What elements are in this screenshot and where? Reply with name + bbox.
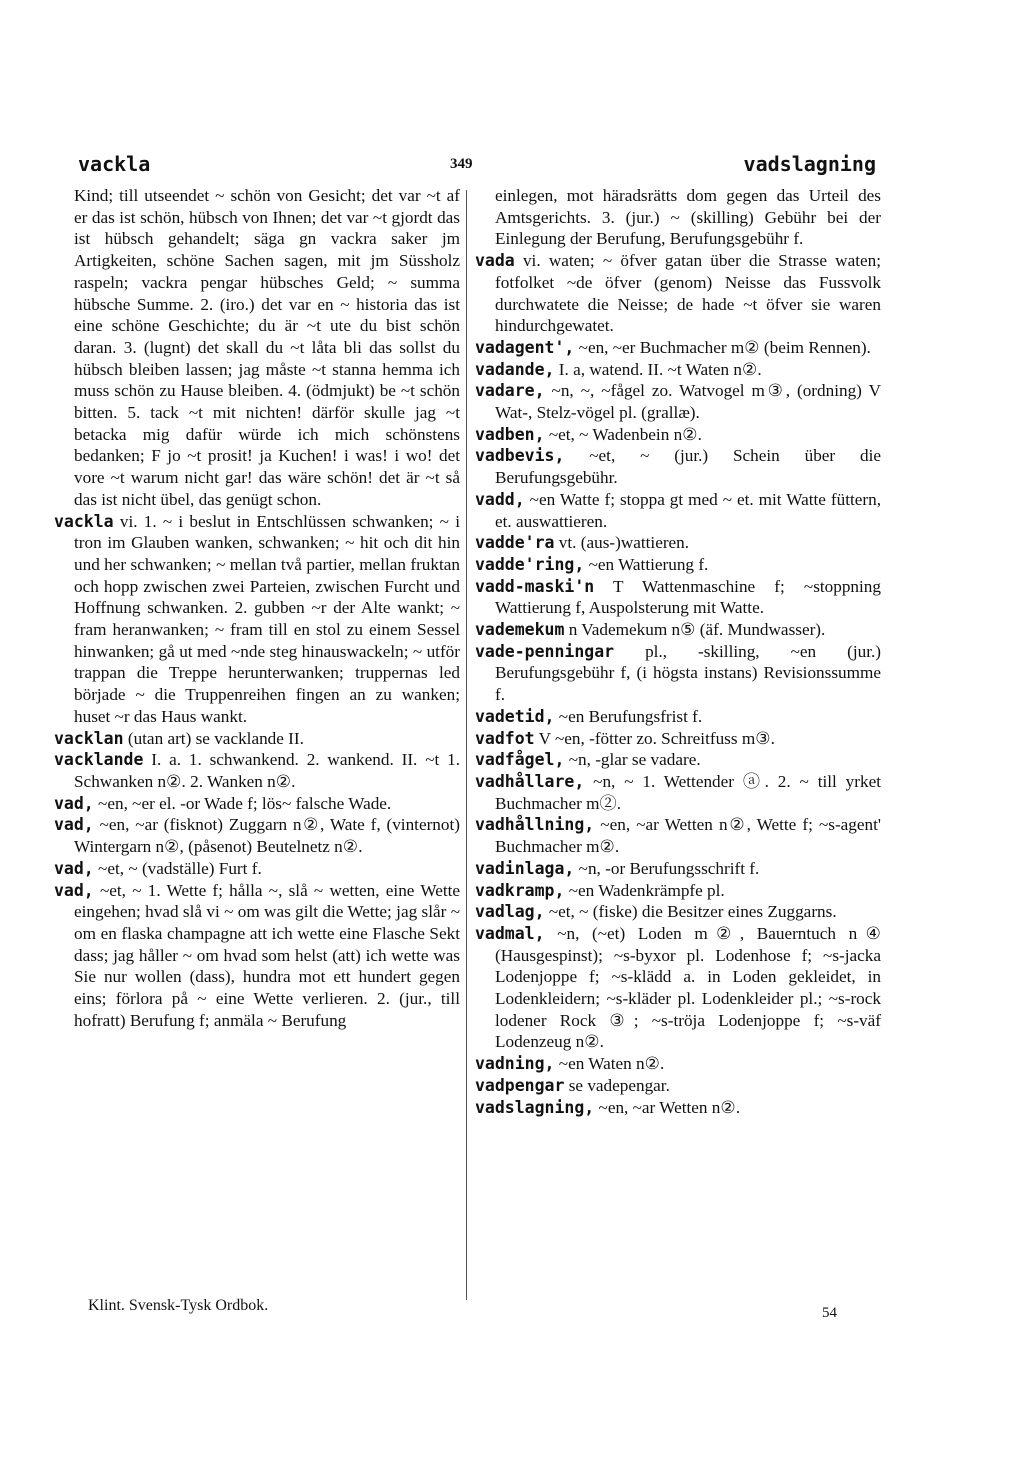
entry-definition: I. a, watend. II. ~t Waten n②. [554, 359, 762, 379]
entry-definition: ~et, ~ Wadenbein n②. [544, 424, 702, 444]
page-header [78, 152, 876, 182]
entry-definition: ~et, ~ 1. Wette f; hålla ~, slå ~ wetten, eine Wette eingehen; hvad slå vi ~ om was gilt die Wette; jag slår ~ om en flaska champagne att ich wette eine Flasche Sekt dass; jag håller ~ om hvad som helst (att) ich wette was Sie nur wollen (dass), hundra mot ett hundert gegen eins; förlora på ~ eine Wette verlieren. 2. (jur., till hofratt) Berufung f; anmäla ~ Berufung [74, 880, 460, 1030]
entry-headword: vadkramp, [475, 880, 565, 900]
entry-headword: vadben, [475, 424, 545, 444]
entry-definition: vi. waten; ~ öfver gatan über die Strasse waten; fotfolket ~de öfver (genom) Neisse das Fussvolk durchwatete die Neisse; de hade ~t öfver sie waren hindurchgewatet. [495, 251, 881, 336]
dictionary-entry [475, 337, 881, 359]
dictionary-entry [475, 554, 881, 576]
entry-headword: vad, [54, 793, 94, 813]
entry-headword: vadinlaga, [475, 858, 575, 878]
dictionary-entry [54, 858, 460, 880]
entry-definition: ~n, (~et) Loden m②, Bauerntuch n④ (Hausgespinst); ~s-byxor pl. Lodenhose f; ~s-jacka Lodenjoppe f; ~s-klädd a. in Loden gekleidet, in Lodenkleidern; ~s-kläder pl. Lodenkleider pl.; ~s-rock lodener Rock ③; ~s-tröja Lodenjoppe f; ~s-väf Lodenzeug n②. [495, 923, 881, 1052]
entry-headword: vadde'ra [475, 533, 555, 553]
entry-definition: ~en Wadenkrämpfe pl. [564, 880, 725, 900]
entry-headword: vacklande [54, 750, 144, 770]
entry-definition: pl., -skilling, ~en (jur.) Berufungsgebühr f, (i högsta instans) Revisionssumme f. [495, 641, 881, 705]
dictionary-entry [54, 749, 460, 792]
header-right-guideword: vadslagning [743, 152, 876, 176]
entry-headword: vad, [54, 815, 94, 835]
entry-headword: vadlag, [475, 902, 545, 922]
dictionary-entry [475, 858, 881, 880]
entry-headword: vackla [54, 511, 114, 531]
entry-definition: ~en Wattierung f. [584, 554, 709, 574]
dictionary-entry [475, 1075, 881, 1097]
entry-definition: ~n, -or Berufungsschrift f. [574, 858, 760, 878]
entry-headword: vadmal, [475, 923, 545, 943]
entry-headword: vadning, [475, 1054, 555, 1074]
entry-headword: vademekum [475, 620, 565, 640]
entry-definition: se vadepengar. [564, 1075, 670, 1095]
entry-headword: vadhållning, [475, 815, 595, 835]
signature-mark: 54 [822, 1305, 837, 1321]
dictionary-entry [475, 445, 881, 488]
entry-definition: ~en Watte f; stoppa gt med ~ et. mit Watte füttern, et. auswattieren. [495, 489, 881, 531]
entry-headword: vade-penningar [475, 641, 615, 661]
entry-definition: ~en, ~er Buchmacher m② (beim Rennen). [574, 337, 871, 357]
dictionary-entry [475, 532, 881, 554]
right-column [475, 185, 881, 1118]
entry-definition: ~n, ~, ~fågel zo. Watvogel m③, (ordning) V Wat-, Stelz-vögel pl. (grallæ). [495, 381, 881, 423]
dictionary-entry [54, 814, 460, 857]
entry-headword: vadhållare, [475, 771, 585, 791]
entry-definition: einlegen, mot häradsrätts dom gegen das Urteil des Amtsgerichts. 3. (jur.) ~ (skilling) Gebühr bei der Einlegung der Berufung, Berufungsgebühr f. [495, 186, 881, 249]
entry-definition: n Vademekum n⑤ (äf. Mundwasser). [564, 620, 826, 640]
dictionary-entry [475, 771, 881, 814]
entry-definition: ~et, ~ (fiske) die Besitzer eines Zuggarns. [544, 902, 837, 922]
entry-headword: vadande, [475, 359, 555, 379]
entry-definition: Kind; till utseendet ~ schön von Gesicht; det var ~t af er das ist schön, hübsch von Ihnen; det var ~t gjordt das ist hübsch gehandelt; säga gn vackra saker jm Artigkeiten, schöne Sachen sagen, mit jm Süssholz raspeln; vackra pengar hübsches Geld; ~ summa hübsche Summe. 2. (iro.) det var en ~ historia das ist eine schöne Geschichte; du är ~t ute du bist schön daran. 3. (lugnt) det skall du ~t låta bli das sollst du hübsch bleiben lassen; jag måste ~t stanna hemma ich muss schön zu Hause bleiben. 4. (ödmjukt) be ~t schön bitten. 5. tack ~t mit nichten! därför skulle jag ~t betacka mig dafür würde ich mich schönstens bedanken; F jo ~t prosit! ja Kuchen! i was! i wo! det vore ~t warum nicht gar! das wäre schön! det är ~t så das ist nicht übel, das genügt schon. [74, 186, 460, 509]
entry-headword: vad, [54, 858, 94, 878]
dictionary-entry [54, 880, 460, 1032]
left-column [54, 185, 460, 1031]
entry-headword: vacklan [54, 728, 124, 748]
entry-definition: ~en, ~ar (fisknot) Zuggarn n②, Wate f, (vinternot) Wintergarn n②, (påsenot) Beutelnetz n②. [74, 815, 460, 857]
entry-definition: ~en, ~ar Wetten n②. [594, 1097, 741, 1117]
entry-headword: vadpengar [475, 1075, 565, 1095]
dictionary-entry [475, 880, 881, 902]
dictionary-entry [475, 1097, 881, 1119]
dictionary-entry [475, 814, 881, 857]
entry-headword: vadetid, [475, 706, 555, 726]
entry-headword: vadslagning, [475, 1097, 595, 1117]
dictionary-entry [475, 749, 881, 771]
dictionary-entry [475, 489, 881, 532]
entry-definition: V ~en, -fötter zo. Schreitfuss m③. [534, 728, 775, 748]
dictionary-entry [475, 359, 881, 381]
entry-definition: ~n, -glar se vadare. [564, 750, 701, 770]
header-left-guideword: vackla [78, 152, 151, 176]
dictionary-entry [54, 793, 460, 815]
dictionary-entry [54, 511, 460, 728]
dictionary-entry [475, 901, 881, 923]
entry-definition: T Wattenmaschine f; ~stoppning Wattierung f, Auspolsterung mit Watte. [495, 576, 881, 618]
dictionary-entry [475, 619, 881, 641]
dictionary-entry [54, 728, 460, 750]
entry-headword: vada [475, 251, 515, 271]
publisher-footer: Klint. Svensk-Tysk Ordbok. [88, 1297, 269, 1314]
entry-definition: ~en Waten n②. [554, 1054, 665, 1074]
dictionary-entry [475, 706, 881, 728]
entry-headword: vadagent', [475, 337, 575, 357]
entry-headword: vadfot [475, 728, 535, 748]
entry-definition: ~n, ~ 1. Wettender ⓐ. 2. ~ till yrket Buchmacher m②. [495, 771, 881, 813]
entry-definition: vi. 1. ~ i beslut in Entschlüssen schwanken; ~ i tron im Glauben wanken, schwanken; ~ hit och dit hin und her schwanken; ~ mellan två partier, mellan fruktan och hopp zwischen zwei Parteien, zwischen Furcht und Hoffnung schwanken. 2. gubben ~r der Alte wankt; ~ fram heranwanken; ~ fram till en stol zu einem Sessel hinwanken; gå ut med ~nde steg hinauswackeln; ~ utför trappan die Treppe herunterwanken; truppernas led började ~ die Truppenreihen fingen an zu wanken; huset ~r das Haus wankt. [74, 511, 460, 726]
entry-headword: vadbevis, [475, 446, 565, 466]
entry-definition: ~et, ~ (vadställe) Furt f. [93, 858, 262, 878]
dictionary-entry [475, 185, 881, 250]
entry-definition: ~et, ~ (jur.) Schein über die Berufungsgebühr. [495, 446, 881, 488]
dictionary-entry [475, 250, 881, 337]
entry-definition: ~en Berufungsfrist f. [554, 706, 703, 726]
entry-definition: ~en, ~ar Wetten n②, Wette f; ~s-agent' Buchmacher m②. [495, 815, 881, 857]
dictionary-entry [475, 641, 881, 706]
entry-headword: vadd, [475, 489, 525, 509]
entry-headword: vadfågel, [475, 750, 565, 770]
column-divider [466, 190, 467, 1300]
entry-definition: vt. (aus-)wattieren. [554, 533, 690, 553]
dictionary-entry [54, 185, 460, 511]
entry-definition: (utan art) se vacklande II. [123, 728, 304, 748]
entry-headword: vadd-maski'n [475, 576, 595, 596]
dictionary-entry [475, 1053, 881, 1075]
entry-headword: vadde'ring, [475, 554, 585, 574]
entry-definition: I. a. 1. schwankend. 2. wankend. II. ~t 1. Schwanken n②. 2. Wanken n②. [74, 750, 460, 791]
page-number: 349 [450, 156, 473, 172]
entry-headword: vadare, [475, 381, 545, 401]
dictionary-entry [475, 576, 881, 619]
dictionary-entry [475, 923, 881, 1053]
dictionary-entry [475, 728, 881, 750]
dictionary-entry [475, 380, 881, 423]
entry-headword: vad, [54, 880, 94, 900]
entry-definition: ~en, ~er el. -or Wade f; lös~ falsche Wade. [93, 793, 392, 813]
dictionary-entry [475, 424, 881, 446]
